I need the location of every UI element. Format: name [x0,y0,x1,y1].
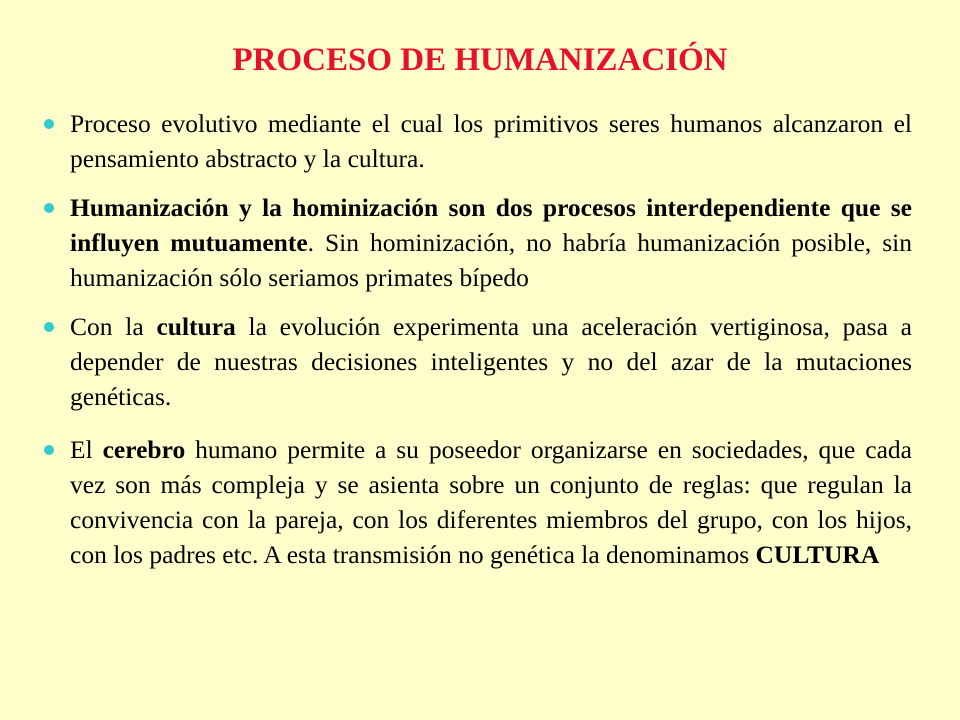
bullet-text: . Sin hominización, no habría humanización posible, sin humanización sólo seriamos primates bípedo [70,228,912,292]
bullet-list [0,106,960,572]
bullet-bold-text: cerebro [102,435,186,464]
bullet-dot-icon [44,119,54,129]
bullet-text-middle: humano permite a su poseedor organizarse en sociedades, que cada vez son más compleja y se asienta sobre un conjunto de reglas: que regulan la convivencia con la pareja, con los diferentes miembros del grupo, con los hijos, con los padres etc. A esta transmisión no genética la denominamos [70,435,912,569]
bullet-item-4 [70,432,912,572]
bullet-text: Proceso evolutivo mediante el cual los primitivos seres humanos alcanzaron el pensamiento abstracto y la cultura. [70,109,912,173]
bullet-item-2 [70,190,912,295]
bullet-bold-text: cultura [156,312,236,341]
bullet-text-start: El [70,435,103,464]
bullet-dot-icon [44,203,54,213]
bullet-bold-text: Humanización y la hominización son dos procesos interdependiente que se influyen mutuamente [70,193,912,257]
bullet-dot-icon [44,322,54,332]
bullet-dot-icon [44,445,54,455]
bullet-text-start: Con la [70,312,157,341]
bullet-bold-end-text: CULTURA [755,540,880,569]
bullet-text-end: la evolución experimenta una aceleración vertiginosa, pasa a depender de nuestras decisiones inteligentes y no del azar de la mutaciones genéticas. [70,312,912,411]
slide-title: PROCESO DE HUMANIZACIÓN [232,42,728,78]
bullet-item-3 [70,309,912,414]
bullet-item-1 [70,106,912,176]
